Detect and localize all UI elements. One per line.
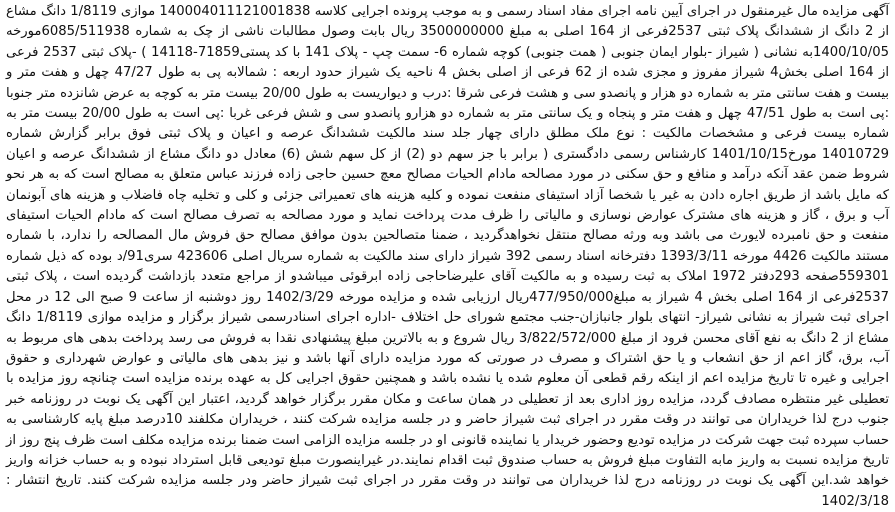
notice-body-text: آگهی مزایده مال غیرمنقول در اجرای آیین نامه اجرای مفاد اسناد رسمی و به موجب پرونده اجرایی کلاسه 140004011121001838 موازی 1/8119 دانگ مشاع از 2 دانگ از ششدانگ پلاک ثبتی 2537فرعی از 164 اصلی به مبلغ 3500000000 ریال بابت وصول مطالبات ناشی از چک به شماره 6085/511938مورخه 1400/10/05به نشانی ( شیراز -بلوار ایمان جنوبی ( همت جنوبی) کوچه شماره 6- سمت چپ - پلاک 141 با کد پستی71859-14118 ) -پلاک ثبتی 2537 فرعی از 164 اصلی بخش4 شیراز مفروز و مجزی شده از 62 فرعی از اصلی بخش 4 ناحیه یک شیراز حدود اربعه : شمالابه پی به طول 47/27 چهل و هفت متر و بیست و هفت سانتی متر به شماره دو هزار و پانصدو سی و هشت فرعی شرقا :درب و دیواریست به طول 20/00 بیست متر به کوچه به عرض شانزده متر جنوبا :پی است به طول 47/51 چهل و هفت متر و پنجاه و یک سانتی متر به شماره دو هزارو پانصدو سی و شش فرعی غربا :پی است به طول 20/00 بیست متر به شماره بیست فرعی و مشخصات مالکیت : نوع ملک مطلق دارای چهار جلد سند مالکیت ششدانگ عرصه و اعیان و پلاک ثبتی فوق برابر گزارش شماره 14010729 مورخ1401/10/15 کارشناس رسمی دادگستری ( برابر با جز سهم دو (2) از کل سهم شش (6) معادل دو دانگ مشاع از ششدانگ عرصه و اعیان شروط ضمن عقد آنکه درآمد و منافع و حق سکنی در مورد مصالحه مادام الحیات مصالح معچ حسین حاجی زاده فرزند عباس متعلق به مصالح است که به هر نحو که مایل باشد از طریق اجاره دادن به غیر یا شخصا آزاد استیفای منفعت نموده و کلیه هزینه های تعمیراتی جزئی و کلی و تخلیه چاه فاضلاب و هزینه های آبونمان آب و برق ، گاز و هزینه های مشترک عوارض نوسازی و مالیاتی را ظرف مدت پرداخت نماید و مورد مصالحه به تصرف مصالح است که مادام الحیات استیفای منفعت و حق نامبرده لایورث می باشد وبه ورثه مصالح منتقل نخواهدگردید ، ضمنا متصالحین بدون موافق مصالح حق فروش مال المصالحه را ندارد، با شماره مستند مالکیت 4426 مورخه 1393/3/11 دفترخانه اسناد رسمی 392 شیراز دارای سند مالکیت به شماره سریال اصلی 423606 سری91/د بوده که ذیل شماره 559301صفحه 293دفتر 1972 املاک به ثبت رسیده و به مالکیت آقای علیرضاحاجی زاده ابرقوئی میباشدو از مراجع متعدد بازداشت گردیده است ، پلاک ثبتی 2537فرعی از 164 اصلی بخش 4 شیراز به مبلغ477/950/000ریال ارزیابی شده و مزایده مورخه 1402/3/29 روز دوشنبه از ساعت 9 صبح الی 12 در محل اجرای ثبت شیراز به نشانی شیراز- انتهای بلوار جانبازان-جنب مجتمع شورای حل اختلاف -اداره اجرای اسنادرسمی شیراز برگزار و مزایده موازی 1/8119 دانگ مشاع از 2 دانگ به نفع آقای محسن فرود از مبلغ 3/822/572/000 ریال شروع و به بالاترین مبلغ پیشنهادی نقدا به فروش می رسد پرداخت بدهی های مربوط به آب، برق، گاز اعم از حق انشعاب و یا حق اشتراک و مصرف در صورتی که مورد مزایده دارای آنها باشد و نیز بدهی های مالیاتی و عوارض شهرداری و حقوق اجرایی و غیره تا تاریخ مزایده اعم از اینکه رقم قطعی آن معلوم شده یا نشده باشد و همچنین حقوق اجرایی کل به عهده برنده مزایده است چنانچه روز مزایده با تعطیلی غیر منتظره مصادف گردد، مزایده روز اداری بعد از تعطیلی در همان ساعت و مکان مقرر برگزار خواهد گردید، اعتبار این آگهی یک نوبت در روزنامه خبر جنوب درج لذا خریداران می توانند در وقت مقرر در اجرای ثبت شیراز حاضر و در جلسه مزایده شرکت کنند ، خریداران مکلفند 10درصد مبلغ پایه کارشناسی به حساب سپرده ثبت جهت شرکت در مزایده تودیع وحضور خریدار یا نماینده قانونی او در جلسه مزایده الزامی است ضمنا برنده مزایده مکلف است ظرف پنج روز از تاریخ مزایده نسبت به واریز مابه التفاوت مبلغ فروش به حساب صندوق ثبت اقدام نمایند.در غیراینصورت مبلغ تودیعی قابل استرداد نبوده و به حساب خزانه واریز خواهد شد.این آگهی یک نوبت در روزنامه درج لذا خریداران می توانند در وقت مقرر در اجرای ثبت شیراز حاضر ودر جلسه مزایده شرکت کنند. تاریخ انتشار : 1402/3/18 [6,4,890,509]
